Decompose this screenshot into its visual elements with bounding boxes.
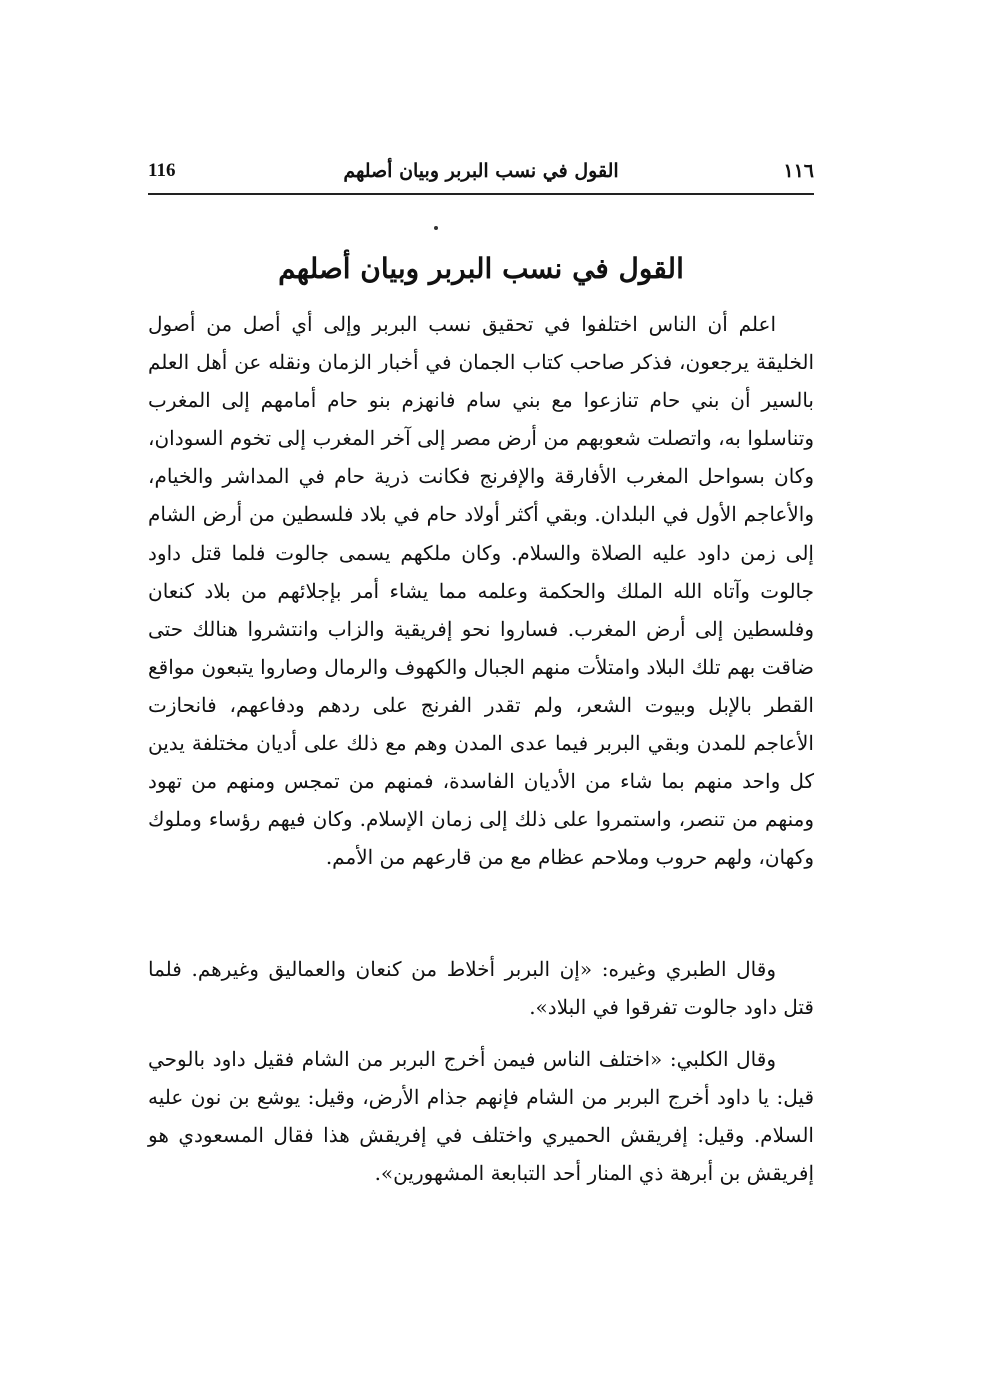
chapter-title: القول في نسب البربر وبيان أصلهم bbox=[278, 252, 684, 285]
running-title: القول في نسب البربر وبيان أصلهم bbox=[343, 160, 619, 182]
page-number-arabic: ١١٦ bbox=[783, 160, 814, 182]
paragraph-3: وقال الكلبي: «اختلف الناس فيمن أخرج البربر من الشام فقيل داود بالوحي قيل: يا داود أخرج البربر من الشام فإنهم جذام الأرض، وقيل: يوشع بن نون عليه السلام. وقيل: إفريقش الحميري واختلف في إفريقش هذا فقال المسعودي هو إفريقش بن أبرهة ذي المنار أحد التبابعة المشهورين». bbox=[148, 1047, 814, 1186]
paragraph-3-block bbox=[148, 1040, 814, 1192]
paragraph-2-block bbox=[148, 950, 814, 1026]
paragraph-1: اعلم أن الناس اختلفوا في تحقيق نسب البربر وإلى أي أصل من أصول الخليقة يرجعون، فذكر صاحب كتاب الجمان في أخبار الزمان ونقله عن أهل العلم بالسير أن بني حام تنازعوا مع بني سام فانهزم بنو حام أمامهم إلى المغرب وتناسلوا به، واتصلت شعوبهم من أرض مصر إلى آخر المغرب إلى تخوم السودان، وكان بسواحل المغرب الأفارقة والإفرنج فكانت ذرية حام في المداشر والخيام، والأعاجم الأول في البلدان. وبقي أكثر أولاد حام في بلاد فلسطين من أرض الشام إلى زمن داود عليه الصلاة والسلام. وكان ملكهم يسمى جالوت فلما قتل داود جالوت وآتاه الله الملك والحكمة وعلمه مما يشاء أمر بإجلائهم من بلاد كنعان وفلسطين إلى أرض المغرب. فساروا نحو إفريقية والزاب وانتشروا هنالك حتى ضاقت بهم تلك البلاد وامتلأت منهم الجبال والكهوف والرمال وصاروا يتبعون مواقع القطر بالإبل وبيوت الشعر، ولم تقدر الفرنج على ردهم ودفاعهم، فانحازت الأعاجم للمدن وبقي البربر فيما عدى المدن وهم مع ذلك على أديان مختلفة يدين كل واحد منهم بما شاء من الأديان الفاسدة، فمنهم من تمجس ومنهم من تهود ومنهم من تنصر، واستمروا على ذلك إلى زمان الإسلام. وكان فيهم رؤساء وملوك وكهان، ولهم حروب وملاحم عظام مع من قارعهم من الأمم. bbox=[148, 312, 814, 870]
paragraph-1-block bbox=[148, 305, 814, 876]
page-number-latin: 116 bbox=[148, 160, 176, 181]
header-divider bbox=[148, 193, 814, 195]
scan-speck bbox=[434, 226, 438, 230]
paragraph-2: وقال الطبري وغيره: «إن البربر أخلاط من كنعان والعماليق وغيرهم. فلما قتل داود جالوت تفرقوا في البلاد». bbox=[148, 957, 814, 1020]
page-header bbox=[148, 160, 814, 194]
